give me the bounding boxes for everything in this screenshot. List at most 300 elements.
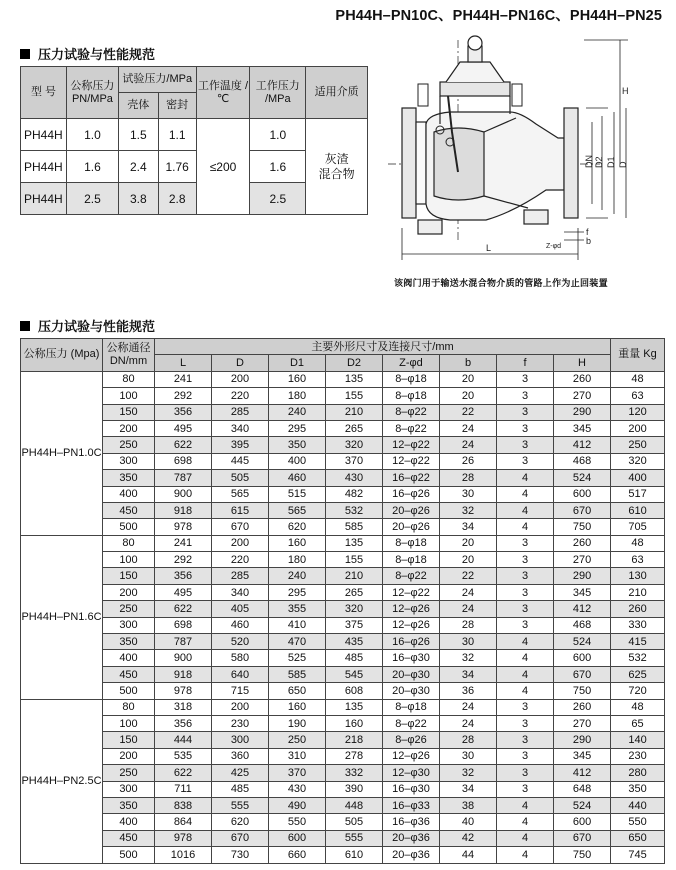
header-main-dims: 主要外形尺寸及连接尺寸/mm (155, 339, 611, 355)
cell-work: 1.6 (250, 151, 306, 183)
cell-dn: 200 (103, 748, 155, 764)
table-row (21, 765, 665, 781)
cell-h: 290 (554, 404, 611, 420)
cell-h: 670 (554, 830, 611, 846)
cell-d2: 610 (326, 847, 383, 863)
model-title: PH44H–PN10C、PH44H–PN16C、PH44H–PN25 (335, 8, 662, 24)
cell-b: 24 (440, 420, 497, 436)
cell-weight: 705 (611, 519, 665, 535)
cell-work: 1.0 (250, 119, 306, 151)
cell-b: 26 (440, 453, 497, 469)
cell-weight: 260 (611, 601, 665, 617)
cell-l: 900 (155, 486, 212, 502)
cell-work: 2.5 (250, 183, 306, 215)
table-row (21, 568, 665, 584)
cell-weight: 210 (611, 584, 665, 600)
cell-f: 3 (497, 584, 554, 600)
cell-weight: 440 (611, 797, 665, 813)
cell-d2: 448 (326, 797, 383, 813)
cell-l: 978 (155, 683, 212, 699)
cell-dn: 80 (103, 699, 155, 715)
table-row (21, 420, 665, 436)
cell-f: 3 (497, 781, 554, 797)
cell-zd: 20–φ30 (383, 666, 440, 682)
cell-d: 285 (212, 568, 269, 584)
cell-d2: 210 (326, 568, 383, 584)
cell-zd: 12–φ30 (383, 765, 440, 781)
cell-b: 24 (440, 699, 497, 715)
table-row (21, 847, 665, 863)
cell-b: 24 (440, 715, 497, 731)
cell-f: 4 (497, 519, 554, 535)
cell-d2: 485 (326, 650, 383, 666)
cell-dn: 450 (103, 502, 155, 518)
header-work-pressure: 工作压力 /MPa (250, 67, 306, 119)
cell-b: 30 (440, 634, 497, 650)
cell-f: 4 (497, 847, 554, 863)
cell-d1: 400 (269, 453, 326, 469)
cell-weight: 280 (611, 765, 665, 781)
table-row (21, 634, 665, 650)
cell-b: 20 (440, 371, 497, 387)
cell-l: 495 (155, 420, 212, 436)
cell-dn: 350 (103, 470, 155, 486)
cell-d: 220 (212, 552, 269, 568)
cell-f: 3 (497, 535, 554, 551)
cell-d1: 295 (269, 584, 326, 600)
cell-d2: 135 (326, 699, 383, 715)
cell-d1: 180 (269, 552, 326, 568)
cell-f: 3 (497, 568, 554, 584)
header-col-d: D (212, 355, 269, 371)
cell-b: 20 (440, 388, 497, 404)
header-col-d1: D1 (269, 355, 326, 371)
cell-h: 648 (554, 781, 611, 797)
cell-h: 600 (554, 814, 611, 830)
cell-weight: 48 (611, 371, 665, 387)
cell-f: 3 (497, 748, 554, 764)
cell-d1: 600 (269, 830, 326, 846)
cell-d: 230 (212, 715, 269, 731)
table-row (21, 814, 665, 830)
cell-d: 670 (212, 519, 269, 535)
cell-zd: 12–φ26 (383, 748, 440, 764)
cell-b: 28 (440, 470, 497, 486)
cell-weight: 65 (611, 715, 665, 731)
cell-weight: 120 (611, 404, 665, 420)
table-row (21, 388, 665, 404)
cell-model: PH44H (21, 183, 67, 215)
cell-dn: 100 (103, 715, 155, 731)
table-row (21, 781, 665, 797)
table-row (21, 601, 665, 617)
header-nominal-pressure: 公称压力 PN/MPa (66, 67, 118, 119)
cell-b: 22 (440, 404, 497, 420)
cell-d: 555 (212, 797, 269, 813)
header-col-f: f (497, 355, 554, 371)
cell-d: 425 (212, 765, 269, 781)
cell-h: 412 (554, 601, 611, 617)
cell-l: 622 (155, 437, 212, 453)
cell-d2: 435 (326, 634, 383, 650)
section-title-spec (20, 44, 155, 63)
cell-weight: 48 (611, 699, 665, 715)
table-row (21, 732, 665, 748)
cell-dn: 300 (103, 781, 155, 797)
cell-zd: 12–φ26 (383, 617, 440, 633)
cell-dn: 150 (103, 568, 155, 584)
cell-group-name: PH44H–PN1.6C (21, 535, 103, 699)
cell-dn: 500 (103, 847, 155, 863)
cell-d1: 585 (269, 666, 326, 682)
cell-l: 356 (155, 568, 212, 584)
cell-d: 340 (212, 420, 269, 436)
table-row (21, 748, 665, 764)
cell-d2: 210 (326, 404, 383, 420)
cell-d2: 265 (326, 420, 383, 436)
cell-dn: 100 (103, 388, 155, 404)
cell-pn: 1.0 (66, 119, 118, 151)
cell-l: 292 (155, 388, 212, 404)
table-row (21, 830, 665, 846)
cell-d: 460 (212, 617, 269, 633)
cell-weight: 200 (611, 420, 665, 436)
cell-weight: 140 (611, 732, 665, 748)
cell-d1: 410 (269, 617, 326, 633)
table-row (21, 552, 665, 568)
cell-dn: 150 (103, 732, 155, 748)
header-dn: 公称通径 DN/mm (103, 339, 155, 372)
cell-d: 620 (212, 814, 269, 830)
cell-d2: 265 (326, 584, 383, 600)
cell-l: 711 (155, 781, 212, 797)
table-row (21, 797, 665, 813)
cell-dn: 400 (103, 650, 155, 666)
header-seal: 密封 (158, 93, 196, 119)
table-row (21, 666, 665, 682)
cell-h: 412 (554, 765, 611, 781)
square-bullet-icon (20, 321, 30, 331)
cell-weight: 130 (611, 568, 665, 584)
cell-dn: 200 (103, 584, 155, 600)
cell-d1: 370 (269, 765, 326, 781)
cell-d2: 218 (326, 732, 383, 748)
cell-b: 34 (440, 666, 497, 682)
cell-d1: 190 (269, 715, 326, 731)
cell-b: 44 (440, 847, 497, 863)
cell-f: 3 (497, 732, 554, 748)
cell-l: 535 (155, 748, 212, 764)
cell-b: 34 (440, 781, 497, 797)
cell-weight: 63 (611, 388, 665, 404)
dims-table (20, 338, 665, 864)
cell-f: 3 (497, 388, 554, 404)
cell-h: 270 (554, 715, 611, 731)
cell-dn: 500 (103, 683, 155, 699)
cell-d1: 660 (269, 847, 326, 863)
cell-f: 3 (497, 617, 554, 633)
cell-zd: 8–φ22 (383, 568, 440, 584)
cell-f: 4 (497, 814, 554, 830)
cell-h: 290 (554, 732, 611, 748)
cell-l: 356 (155, 715, 212, 731)
cell-d: 715 (212, 683, 269, 699)
cell-d1: 160 (269, 699, 326, 715)
cell-zd: 8–φ22 (383, 420, 440, 436)
table-row (21, 470, 665, 486)
section-title-dims (20, 316, 155, 335)
cell-d: 200 (212, 699, 269, 715)
cell-d1: 250 (269, 732, 326, 748)
cell-h: 750 (554, 847, 611, 863)
cell-d1: 490 (269, 797, 326, 813)
cell-h: 750 (554, 683, 611, 699)
cell-l: 978 (155, 830, 212, 846)
cell-d2: 278 (326, 748, 383, 764)
cell-h: 524 (554, 634, 611, 650)
cell-d: 405 (212, 601, 269, 617)
cell-b: 20 (440, 552, 497, 568)
cell-l: 787 (155, 634, 212, 650)
cell-f: 4 (497, 486, 554, 502)
cell-l: 698 (155, 617, 212, 633)
cell-d2: 155 (326, 552, 383, 568)
cell-d: 670 (212, 830, 269, 846)
cell-d1: 160 (269, 371, 326, 387)
cell-h: 600 (554, 650, 611, 666)
cell-b: 32 (440, 650, 497, 666)
cell-h: 524 (554, 470, 611, 486)
cell-d2: 555 (326, 830, 383, 846)
cell-shell: 1.5 (118, 119, 158, 151)
cell-d: 580 (212, 650, 269, 666)
cell-l: 787 (155, 470, 212, 486)
cell-l: 622 (155, 765, 212, 781)
cell-f: 3 (497, 420, 554, 436)
cell-h: 260 (554, 535, 611, 551)
cell-medium: 灰渣 混合物 (306, 119, 368, 215)
cell-zd: 12–φ22 (383, 584, 440, 600)
cell-l: 241 (155, 535, 212, 551)
cell-d: 285 (212, 404, 269, 420)
cell-dn: 400 (103, 814, 155, 830)
cell-dn: 350 (103, 634, 155, 650)
table-row (21, 453, 665, 469)
cell-f: 4 (497, 830, 554, 846)
table-row (21, 519, 665, 535)
cell-zd: 16–φ36 (383, 814, 440, 830)
table-row (21, 371, 665, 387)
cell-model: PH44H (21, 151, 67, 183)
header-col-b: b (440, 355, 497, 371)
cell-d2: 135 (326, 535, 383, 551)
cell-d: 300 (212, 732, 269, 748)
cell-dn: 300 (103, 453, 155, 469)
cell-weight: 350 (611, 781, 665, 797)
cell-d1: 180 (269, 388, 326, 404)
cell-b: 38 (440, 797, 497, 813)
cell-d: 520 (212, 634, 269, 650)
cell-d: 200 (212, 535, 269, 551)
cell-d1: 240 (269, 568, 326, 584)
cell-pn: 1.6 (66, 151, 118, 183)
table-row (21, 699, 665, 715)
cell-h: 345 (554, 584, 611, 600)
diagram-label-d1: D1 (606, 156, 616, 168)
cell-d2: 390 (326, 781, 383, 797)
cell-dn: 450 (103, 666, 155, 682)
cell-b: 34 (440, 519, 497, 535)
cell-b: 20 (440, 535, 497, 551)
spec-row (21, 119, 368, 151)
section-title-text: 压力试验与性能规范 (38, 47, 156, 62)
cell-zd: 12–φ22 (383, 437, 440, 453)
cell-dn: 250 (103, 601, 155, 617)
cell-d2: 160 (326, 715, 383, 731)
cell-f: 4 (497, 634, 554, 650)
cell-dn: 100 (103, 552, 155, 568)
header-col-d2: D2 (326, 355, 383, 371)
cell-f: 3 (497, 404, 554, 420)
cell-zd: 20–φ26 (383, 502, 440, 518)
cell-l: 864 (155, 814, 212, 830)
table-row (21, 715, 665, 731)
cell-d: 730 (212, 847, 269, 863)
cell-d2: 532 (326, 502, 383, 518)
diagram-label-b: b (586, 236, 592, 246)
cell-zd: 20–φ30 (383, 683, 440, 699)
cell-zd: 8–φ22 (383, 715, 440, 731)
cell-seal: 1.76 (158, 151, 196, 183)
cell-zd: 8–φ18 (383, 552, 440, 568)
cell-weight: 320 (611, 453, 665, 469)
cell-zd: 16–φ26 (383, 634, 440, 650)
cell-d2: 608 (326, 683, 383, 699)
cell-seal: 1.1 (158, 119, 196, 151)
cell-dn: 80 (103, 371, 155, 387)
cell-weight: 63 (611, 552, 665, 568)
cell-temp: ≤200 (196, 119, 250, 215)
cell-weight: 415 (611, 634, 665, 650)
cell-b: 28 (440, 732, 497, 748)
cell-d2: 332 (326, 765, 383, 781)
cell-d: 565 (212, 486, 269, 502)
cell-zd: 16–φ30 (383, 781, 440, 797)
cell-d2: 505 (326, 814, 383, 830)
header-shell: 壳体 (118, 93, 158, 119)
cell-b: 24 (440, 601, 497, 617)
cell-group-name: PH44H–PN2.5C (21, 699, 103, 863)
spec-table (20, 66, 368, 215)
diagram-label-f: f (586, 227, 589, 237)
cell-weight: 550 (611, 814, 665, 830)
cell-weight: 745 (611, 847, 665, 863)
header-col-zd: Z-φd (383, 355, 440, 371)
cell-d1: 430 (269, 781, 326, 797)
cell-l: 495 (155, 584, 212, 600)
cell-l: 900 (155, 650, 212, 666)
cell-seal: 2.8 (158, 183, 196, 215)
cell-h: 345 (554, 748, 611, 764)
cell-b: 30 (440, 748, 497, 764)
cell-dn: 300 (103, 617, 155, 633)
cell-b: 36 (440, 683, 497, 699)
diagram-label-d2: D2 (594, 156, 604, 168)
cell-pn: 2.5 (66, 183, 118, 215)
cell-weight: 48 (611, 535, 665, 551)
cell-d: 615 (212, 502, 269, 518)
cell-f: 4 (497, 502, 554, 518)
cell-h: 670 (554, 666, 611, 682)
cell-d1: 240 (269, 404, 326, 420)
cell-b: 42 (440, 830, 497, 846)
cell-shell: 3.8 (118, 183, 158, 215)
cell-f: 4 (497, 666, 554, 682)
cell-b: 28 (440, 617, 497, 633)
cell-zd: 8–φ18 (383, 699, 440, 715)
cell-zd: 16–φ33 (383, 797, 440, 813)
cell-weight: 625 (611, 666, 665, 682)
cell-h: 270 (554, 388, 611, 404)
cell-dn: 500 (103, 519, 155, 535)
cell-d1: 460 (269, 470, 326, 486)
table-row (21, 584, 665, 600)
cell-d2: 482 (326, 486, 383, 502)
cell-b: 32 (440, 502, 497, 518)
table-row (21, 404, 665, 420)
cell-l: 918 (155, 502, 212, 518)
cell-l: 918 (155, 666, 212, 682)
header-work-temp: 工作温度 /℃ (196, 67, 250, 119)
cell-h: 524 (554, 797, 611, 813)
header-weight: 重量 Kg (611, 339, 665, 372)
cell-d1: 350 (269, 437, 326, 453)
diagram-caption: 该阀门用于输送水混合物介质的管路上作为止回装置 (394, 278, 608, 288)
cell-h: 260 (554, 699, 611, 715)
diagram-label-zd: Z-φd (546, 243, 562, 250)
cell-h: 345 (554, 420, 611, 436)
cell-l: 698 (155, 453, 212, 469)
cell-d1: 565 (269, 502, 326, 518)
cell-dn: 150 (103, 404, 155, 420)
cell-group-name: PH44H–PN1.0C (21, 371, 103, 535)
cell-zd: 8–φ22 (383, 404, 440, 420)
cell-dn: 80 (103, 535, 155, 551)
cell-weight: 230 (611, 748, 665, 764)
cell-b: 40 (440, 814, 497, 830)
table-row (21, 683, 665, 699)
cell-d: 505 (212, 470, 269, 486)
header-test-pressure: 试验压力/MPa (118, 67, 196, 93)
cell-f: 4 (497, 650, 554, 666)
cell-dn: 250 (103, 765, 155, 781)
cell-b: 24 (440, 437, 497, 453)
cell-l: 1016 (155, 847, 212, 863)
cell-zd: 16–φ26 (383, 486, 440, 502)
cell-zd: 8–φ18 (383, 371, 440, 387)
cell-l: 292 (155, 552, 212, 568)
cell-model: PH44H (21, 119, 67, 151)
header-model: 型 号 (21, 67, 67, 119)
cell-d1: 310 (269, 748, 326, 764)
table-row (21, 617, 665, 633)
cell-f: 3 (497, 699, 554, 715)
cell-d: 640 (212, 666, 269, 682)
cell-h: 670 (554, 502, 611, 518)
diagram-label-d: D (618, 161, 628, 168)
cell-h: 750 (554, 519, 611, 535)
cell-h: 270 (554, 552, 611, 568)
